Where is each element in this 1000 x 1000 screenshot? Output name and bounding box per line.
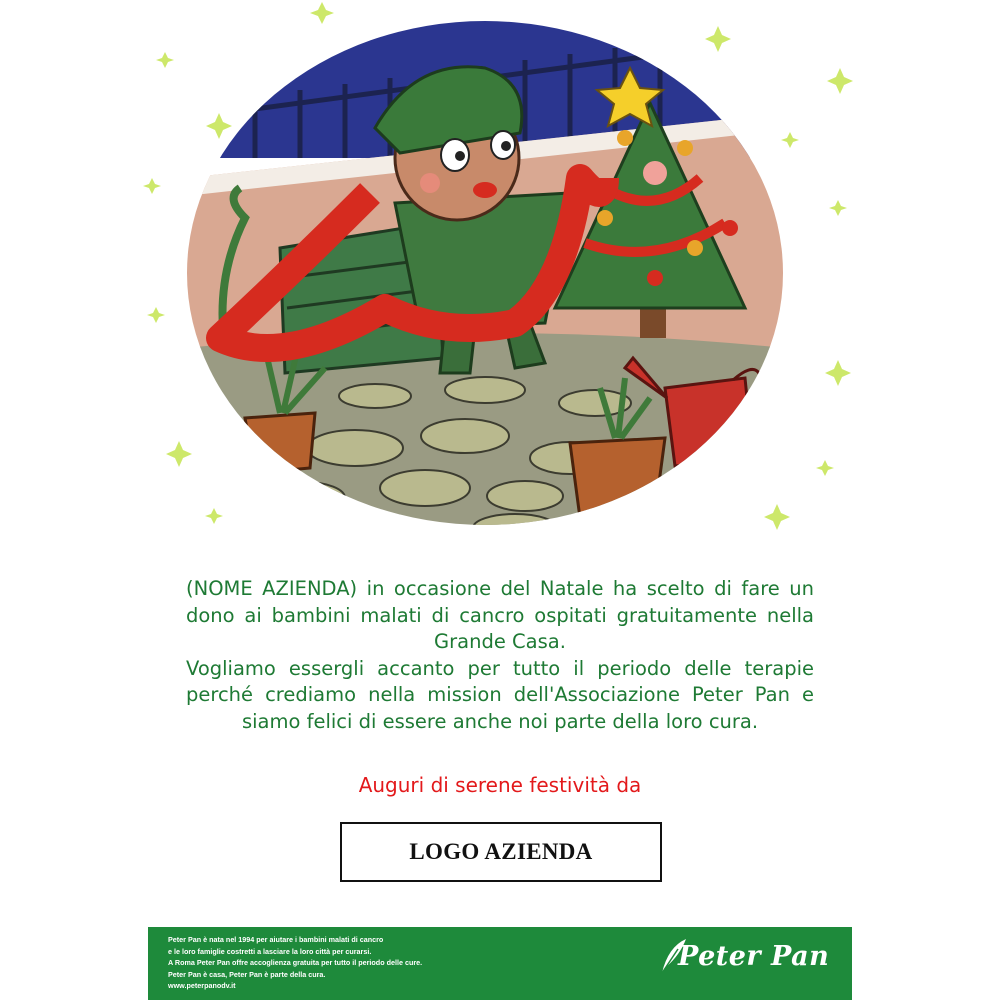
message-paragraph-2: Vogliamo essergli accanto per tutto il periodo delle terapie perché crediamo nella mission dell'Associazione Peter Pan e siamo felici di essere anche noi parte della loro cura. <box>186 656 814 733</box>
footer-line: e le loro famiglie costretti a lasciare la loro città per curarsi. <box>168 946 372 956</box>
logo-placeholder-label: LOGO AZIENDA <box>409 839 593 864</box>
peter-pan-logo <box>658 931 830 995</box>
message-paragraph-1: (NOME AZIENDA) in occasione del Natale ha scelto di fare un dono ai bambini malati di cancro ospitati gratuitamente nella Grande Casa. <box>186 577 814 653</box>
footer-website-link[interactable]: www.peterpanodv.it <box>168 981 236 991</box>
footer-line: Peter Pan è casa, Peter Pan è parte della cura. <box>168 969 326 979</box>
footer-bar <box>148 927 852 1000</box>
christmas-illustration <box>185 18 785 538</box>
message-body <box>186 576 814 735</box>
footer-line: A Roma Peter Pan offre accoglienza gratuita per tutto il periodo delle cure. <box>168 958 423 968</box>
footer-line: Peter Pan è nata nel 1994 per aiutare i bambini malati di cancro <box>168 935 384 944</box>
footer-info <box>168 934 598 992</box>
greeting-line: Auguri di serene festività da <box>358 773 642 797</box>
company-logo-placeholder <box>340 822 662 882</box>
brand-name: Peter Pan <box>678 941 830 972</box>
